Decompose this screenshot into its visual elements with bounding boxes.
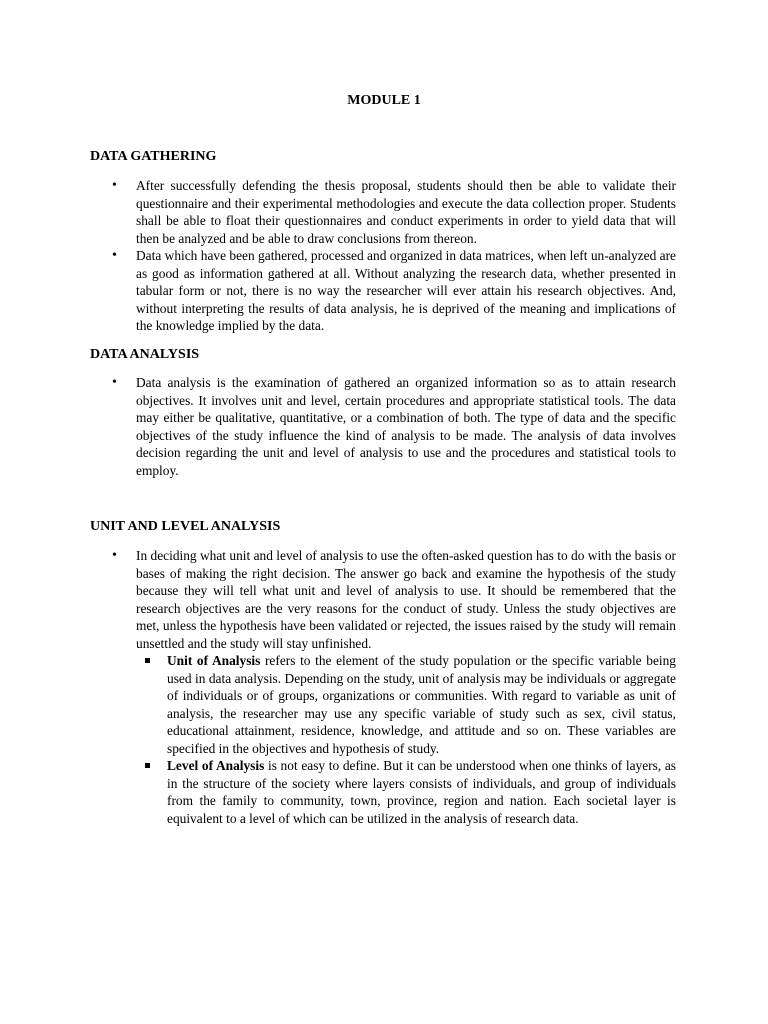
bullet-icon: • (112, 375, 117, 390)
unit-level-list (112, 547, 676, 827)
list-item (112, 547, 676, 827)
term-unit-of-analysis: Unit of Analysis (167, 653, 261, 668)
module-title: MODULE 1 (347, 93, 421, 108)
sub-list-item-level-of-analysis (167, 757, 676, 827)
data-analysis-list (112, 374, 676, 479)
paragraph-text: After successfully defending the thesis proposal, students should then be able to validate their questionnaire and their experimental methodologies and execute the data collection proper. Students shall be able to float their questionnaires and conduct experiments in order to yield data that will then be analyzed and be able to draw conclusions from thereon. (136, 178, 676, 246)
paragraph-text: In deciding what unit and level of analysis to use the often-asked question has to do with the basis or bases of making the right decision. The answer go back and examine the hypothesis of the study because they will tell what unit and level of analysis to use. It should be remembered that the research objectives are the very reasons for the conduct of study. Unless the study objectives are met, unless the hypothesis have been validated or rejected, the issues raised by the study will remain unsettled and the study will stay unfinished. (136, 548, 676, 651)
paragraph-text: refers to the element of the study population or the specific variable being used in data analysis. Depending on the study, unit of analysis may be individuals or aggregate of individuals or of groups, organizations or communities. With regard to variable as unit of analysis, the researcher may use any specific variable of study such as sex, civil status, educational attainment, residence, knowledge, and attitude and so on. These variables are specified in the objectives and hypothesis of study. (167, 653, 676, 756)
unit-level-sublist (167, 652, 676, 827)
section-heading-data-gathering: DATA GATHERING (90, 149, 217, 164)
term-level-of-analysis: Level of Analysis (167, 758, 265, 773)
list-item (112, 374, 676, 479)
bullet-icon: • (112, 548, 117, 563)
bullet-icon: • (112, 178, 117, 193)
data-gathering-list (112, 177, 676, 335)
paragraph-text: Data which have been gathered, processed and organized in data matrices, when left un-analyzed are as good as information gathered at all. Without analyzing the research data, whether presented in tabular form or not, there is no way the researcher will ever attain his research objectives. And, without interpreting the results of data analysis, he is deprived of the meaning and implications of the knowledge implied by the data. (136, 248, 676, 333)
list-item (112, 177, 676, 247)
section-heading-data-analysis: DATA ANALYSIS (90, 347, 200, 362)
list-item (112, 247, 676, 335)
paragraph-text: Data analysis is the examination of gathered an organized information so as to attain research objectives. It involves unit and level, certain procedures and appropriate statistical tools. The data may either be qualitative, quantitative, or a combination of both. The type of data and the specific objectives of the study influence the kind of analysis to be made. The analysis of data involves decision regarding the unit and level of analysis to use and the procedures and statistical tools to employ. (136, 375, 676, 478)
sub-list-item-unit-of-analysis (167, 652, 676, 757)
paragraph-text: is not easy to define. But it can be understood when one thinks of layers, as in the structure of the society where layers consists of individuals, and group of individuals from the family to community, town, province, region and nation. Each societal layer is equivalent to a level of which can be utilized in the analysis of research data. (167, 758, 676, 826)
section-heading-unit-and-level-analysis: UNIT AND LEVEL ANALYSIS (90, 519, 281, 534)
square-bullet-icon (145, 763, 150, 768)
bullet-icon: • (112, 248, 117, 263)
square-bullet-icon (145, 658, 150, 663)
